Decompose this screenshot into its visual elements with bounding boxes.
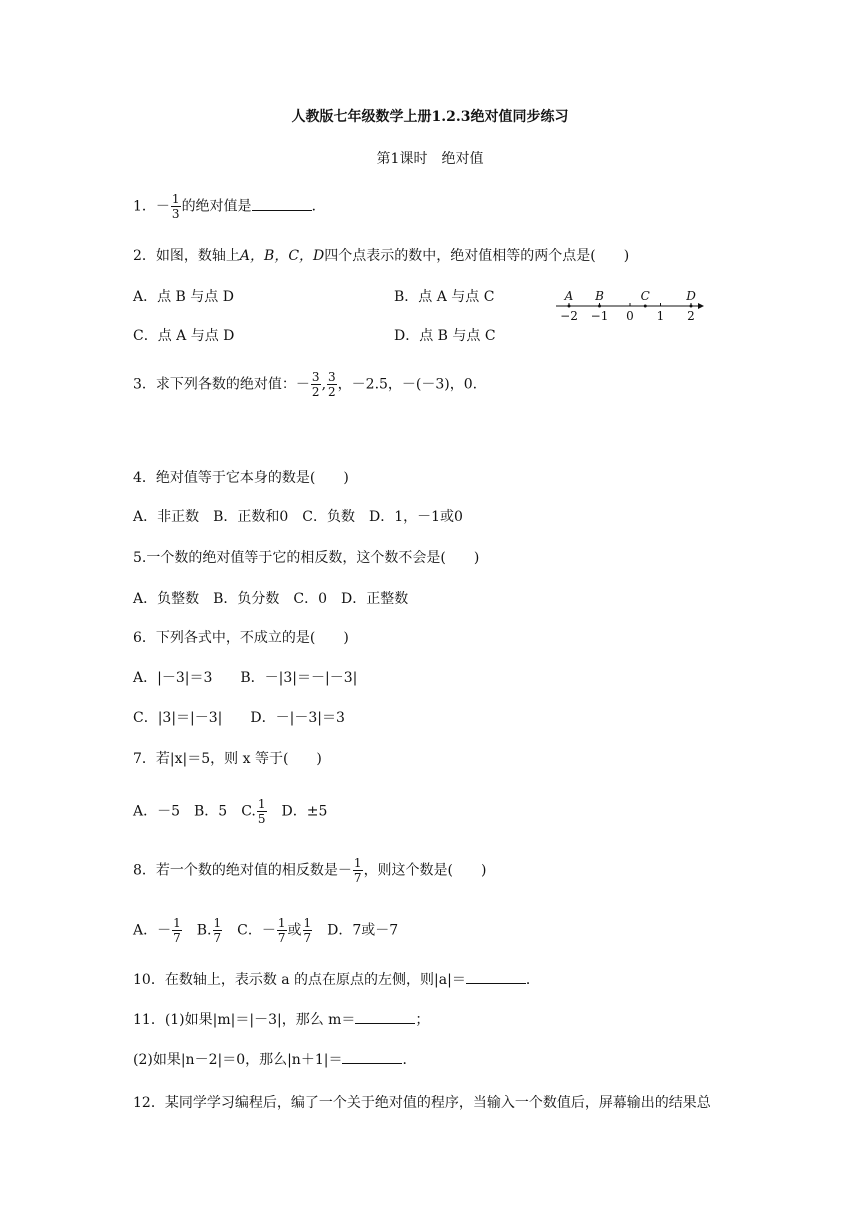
question-11-part-1 bbox=[133, 1010, 429, 1030]
q10-end: ． bbox=[525, 972, 540, 988]
q8-c-pre: C．－ bbox=[223, 922, 276, 939]
question-1 bbox=[133, 192, 326, 221]
number-line-point bbox=[568, 305, 571, 308]
question-6: 6．下列各式中，不成立的是( ) bbox=[133, 630, 349, 646]
q7-options[interactable] bbox=[133, 797, 327, 826]
q1-fraction bbox=[171, 192, 181, 221]
q3-sep: , bbox=[321, 376, 327, 393]
q8-stem: 8．若一个数的绝对值的相反数是－ bbox=[133, 862, 352, 879]
q3-stem: 3．求下列各数的绝对值：－ bbox=[133, 376, 310, 393]
q3-fraction-1 bbox=[311, 370, 321, 399]
q7-fraction bbox=[257, 797, 267, 826]
q7-denominator: 5 bbox=[257, 812, 266, 826]
number-line-tick-label: 1 bbox=[656, 309, 665, 323]
q8-c2-numerator: 1 bbox=[303, 916, 312, 930]
q8-denominator: 7 bbox=[353, 871, 362, 885]
q11-end1: ； bbox=[415, 1012, 430, 1028]
q2-stem: 2．如图，数轴上 bbox=[133, 248, 240, 264]
q8-options[interactable] bbox=[133, 916, 398, 945]
number-line-point-label: B bbox=[595, 289, 604, 303]
question-2-stem bbox=[133, 246, 629, 266]
q4-options[interactable]: A．非正数 B．正数和0 C．负数 D．1，－1或0 bbox=[133, 509, 463, 525]
number-line-tick-label: −1 bbox=[590, 309, 609, 323]
number-line-point bbox=[644, 305, 647, 308]
number-line-figure bbox=[552, 288, 708, 324]
q1-sign: － bbox=[155, 198, 170, 215]
q11-part2: (2)如果|n－2|＝0，那么|n＋1|＝ bbox=[133, 1052, 343, 1068]
question-11-part-2 bbox=[133, 1050, 416, 1070]
number-line-point-label: D bbox=[686, 289, 696, 303]
q7-opts-pre: A．－5 B．5 C. bbox=[133, 803, 256, 820]
q8-c-mid: 或 bbox=[287, 922, 302, 939]
q8-a-pre: A．－ bbox=[133, 922, 172, 939]
q8-b-pre: B. bbox=[182, 922, 212, 939]
question-4: 4．绝对值等于它本身的数是( ) bbox=[133, 470, 349, 486]
q3-f1-denominator: 2 bbox=[311, 385, 320, 399]
q8-b-denominator: 7 bbox=[213, 931, 222, 945]
q10-answer-blank[interactable] bbox=[466, 970, 526, 984]
number-line-point-label: C bbox=[640, 289, 650, 303]
q8-d-text: D．7或－7 bbox=[313, 922, 399, 939]
q7-numerator: 1 bbox=[257, 797, 266, 811]
q8-b-numerator: 1 bbox=[213, 916, 222, 930]
q2-option-a[interactable]: A．点 B 与点 D bbox=[133, 289, 234, 305]
q8-fraction bbox=[353, 856, 363, 885]
q8-c-fraction-1 bbox=[277, 916, 287, 945]
q11-answer-blank-1[interactable] bbox=[355, 1010, 415, 1024]
q2-option-b[interactable]: B．点 A 与点 C bbox=[394, 289, 495, 305]
q7-opts-post: D．±5 bbox=[267, 803, 328, 820]
q6-options-ab[interactable]: A．|－3|＝3 B．－|3|＝－|－3| bbox=[133, 670, 358, 686]
question-7: 7．若|x|＝5，则 x 等于( ) bbox=[133, 751, 322, 767]
q10-stem: 10．在数轴上，表示数 a 的点在原点的左侧，则|a|＝ bbox=[133, 972, 466, 988]
document-subtitle: 第1课时 绝对值 bbox=[376, 151, 484, 167]
q3-fraction-2 bbox=[327, 370, 337, 399]
q8-b-fraction bbox=[213, 916, 223, 945]
q3-f1-numerator: 3 bbox=[311, 370, 320, 384]
q11-answer-blank-2[interactable] bbox=[342, 1050, 402, 1064]
q8-c2-denominator: 7 bbox=[303, 931, 312, 945]
q8-a-numerator: 1 bbox=[173, 916, 181, 930]
q8-numerator: 1 bbox=[353, 856, 362, 870]
question-5: 5.一个数的绝对值等于它的相反数，这个数不会是( ) bbox=[133, 550, 480, 566]
q1-answer-blank[interactable] bbox=[252, 197, 312, 211]
q8-a-fraction bbox=[172, 916, 182, 945]
q11-part1: 11．(1)如果|m|＝|－3|，那么 m＝ bbox=[133, 1012, 356, 1028]
q3-rest: ，－2.5，－(－3)，0. bbox=[337, 376, 478, 393]
number-line-tick-label: 2 bbox=[687, 309, 695, 323]
q6-options-cd[interactable]: C．|3|＝|－3| D．－|－3|＝3 bbox=[133, 710, 345, 726]
number-line-point bbox=[598, 305, 601, 308]
q1-denominator: 3 bbox=[171, 207, 180, 221]
q1-text: 的绝对值是 bbox=[181, 198, 252, 215]
q8-c1-numerator: 1 bbox=[277, 916, 286, 930]
q5-options[interactable]: A．负整数 B．负分数 C．0 D．正整数 bbox=[133, 591, 409, 607]
number-line-tick-label: −2 bbox=[560, 309, 578, 323]
number-line-point-label: A bbox=[564, 289, 574, 303]
q1-numerator: 1 bbox=[171, 192, 180, 206]
q3-f2-numerator: 3 bbox=[328, 370, 336, 384]
q2-option-c[interactable]: C．点 A 与点 D bbox=[133, 328, 235, 344]
number-line-tick-label: 0 bbox=[626, 309, 634, 323]
question-12: 12．某同学学习编程后，编了一个关于绝对值的程序，当输入一个数值后，屏幕输出的结果总 bbox=[133, 1095, 711, 1111]
q8-a-denominator: 7 bbox=[173, 931, 181, 945]
question-8 bbox=[133, 856, 487, 885]
q8-c-fraction-2 bbox=[303, 916, 313, 945]
q2-option-d[interactable]: D．点 B 与点 C bbox=[394, 328, 496, 344]
q2-stem-end: 四个点表示的数中，绝对值相等的两个点是( ) bbox=[324, 248, 630, 264]
q8-stem-end: ，则这个数是( ) bbox=[363, 862, 487, 879]
q3-f2-denominator: 2 bbox=[328, 385, 336, 399]
question-10 bbox=[133, 970, 540, 990]
number-line-point bbox=[690, 305, 693, 308]
q1-number: 1． bbox=[133, 198, 156, 215]
question-3 bbox=[133, 370, 477, 399]
document-title: 人教版七年级数学上册1.2.3绝对值同步练习 bbox=[291, 109, 569, 125]
q11-end2: ． bbox=[402, 1052, 417, 1068]
q2-points: A，B，C，D bbox=[239, 248, 325, 264]
q8-c1-denominator: 7 bbox=[277, 931, 286, 945]
q1-end: ． bbox=[311, 198, 326, 215]
